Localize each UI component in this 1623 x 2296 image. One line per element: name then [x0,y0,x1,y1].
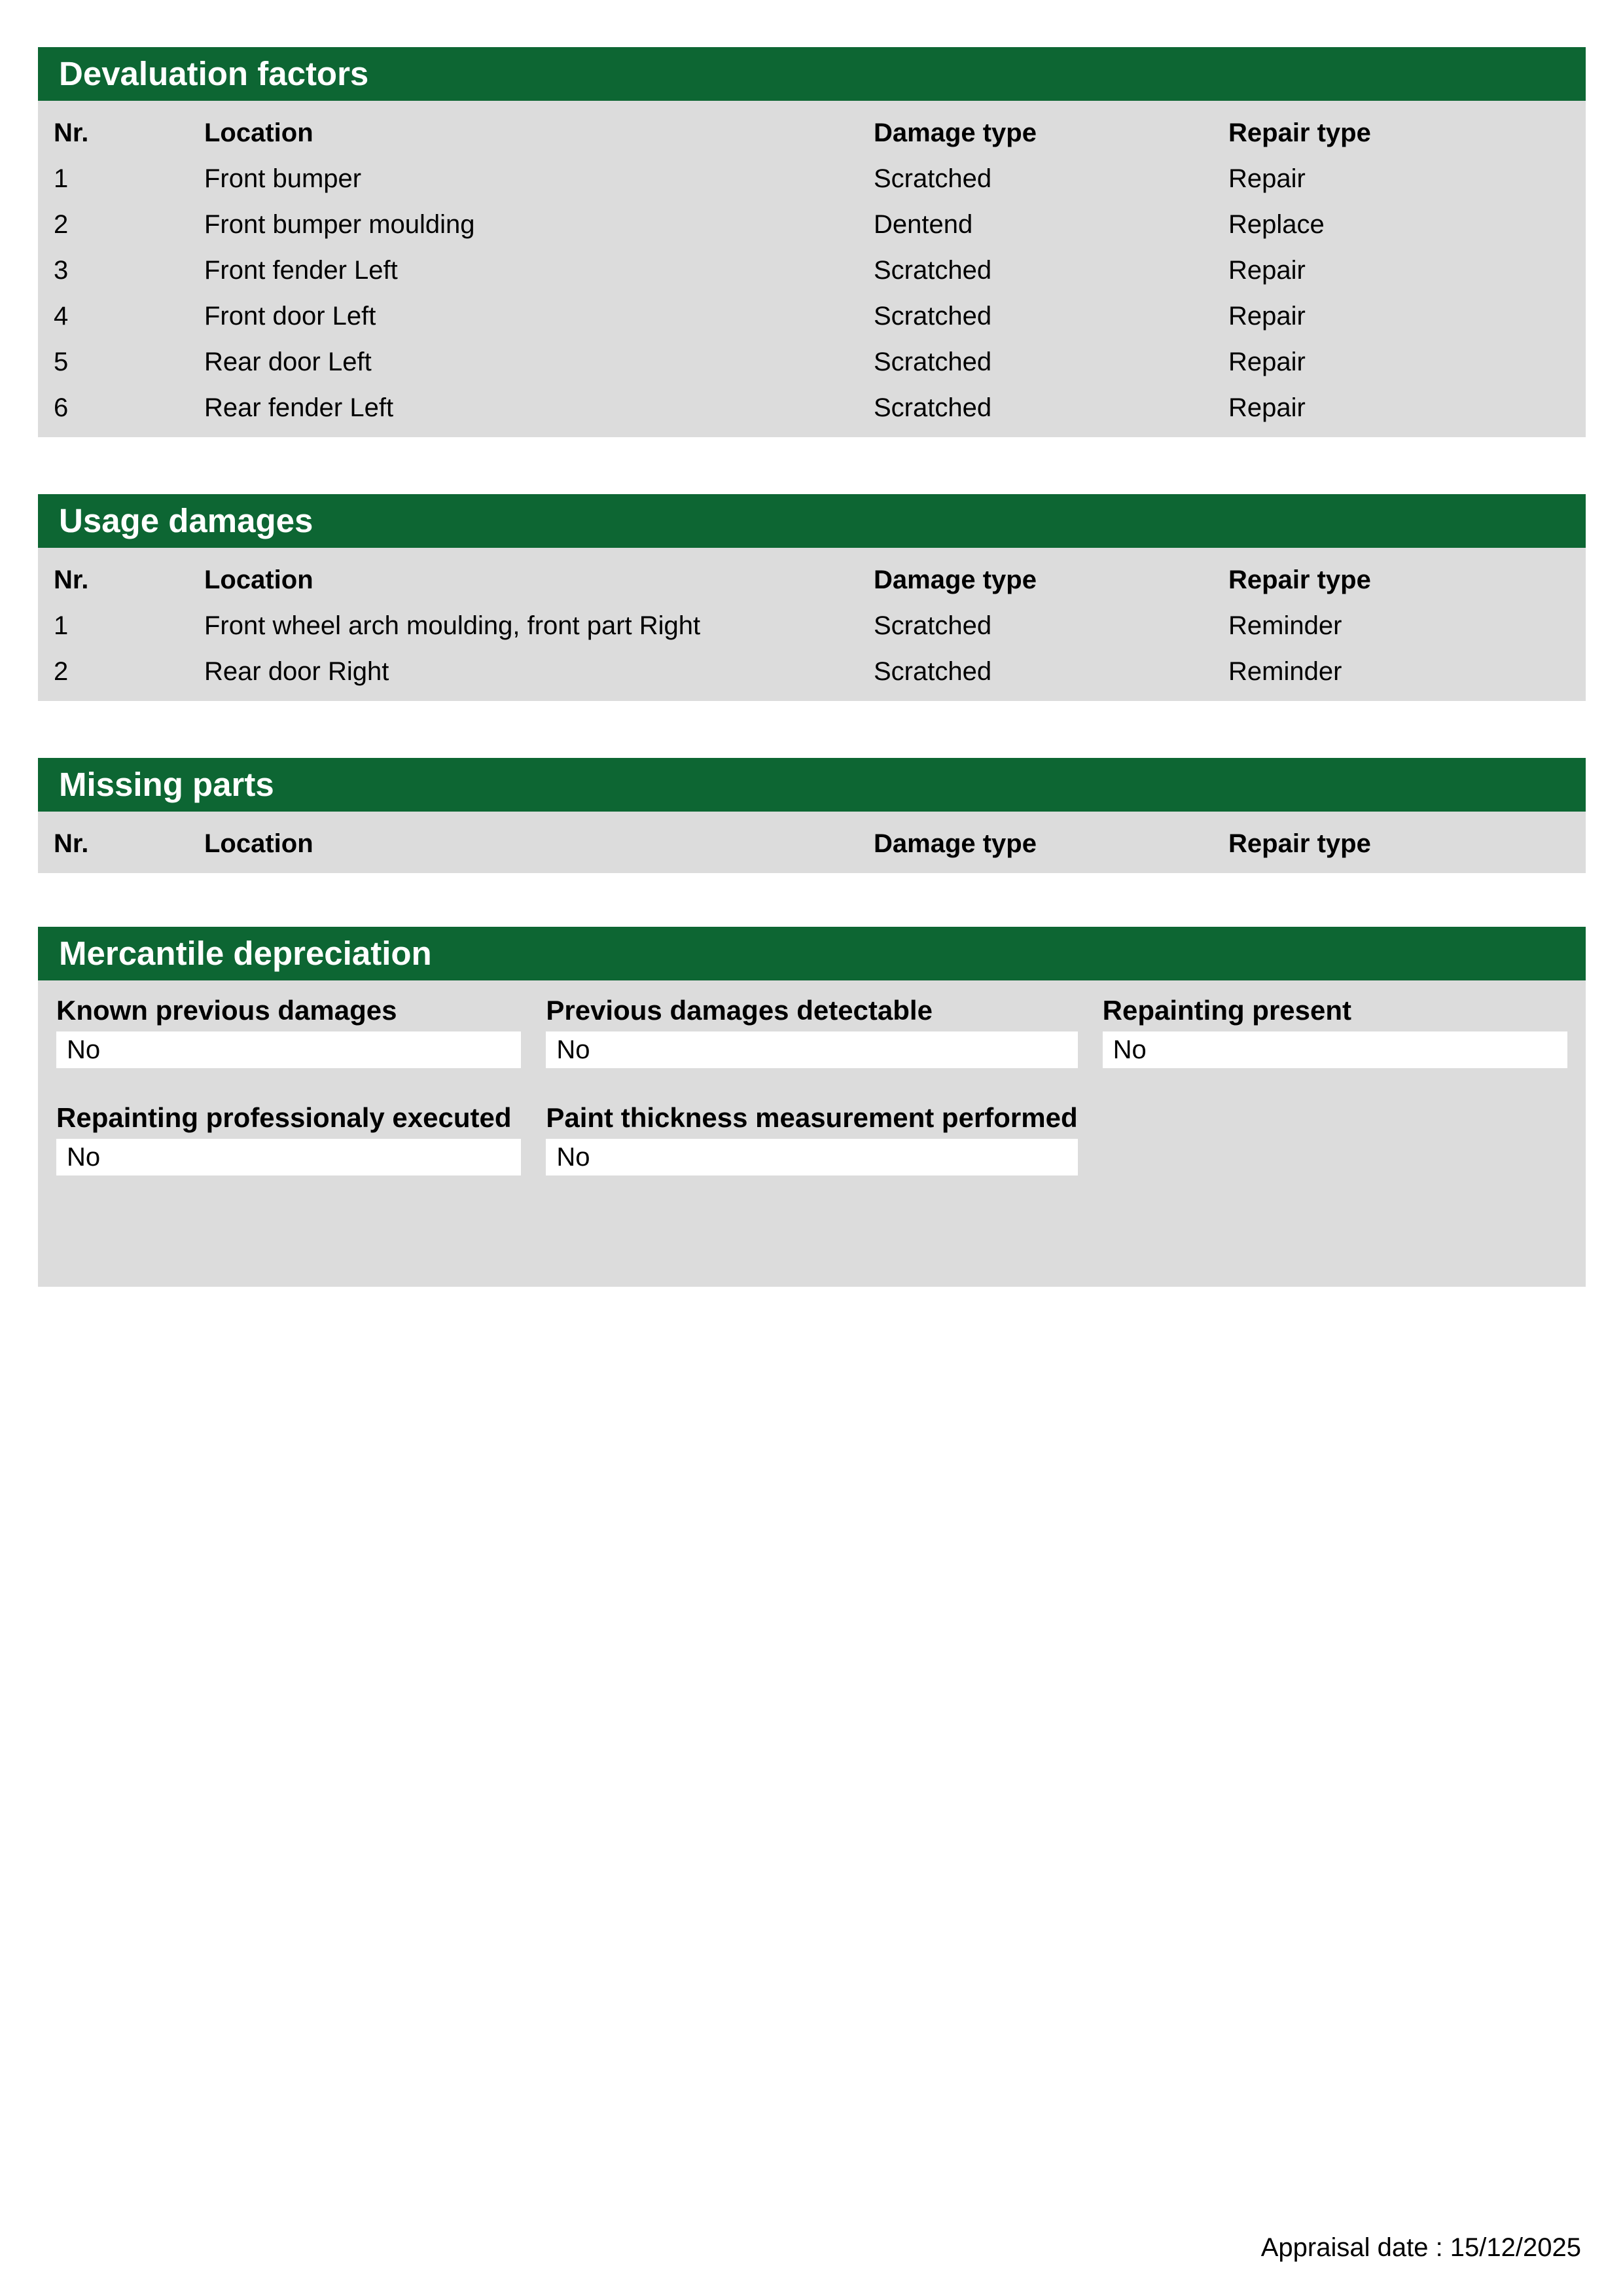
table-row [38,202,1586,247]
field-label: Previous damages detectable [546,995,933,1026]
cell-nr: 5 [54,347,69,376]
col-header-nr: Nr. [54,829,89,858]
cell-damage-type: Dentend [874,209,973,239]
cell-location: Rear door Left [204,347,372,376]
table-header-row [38,821,1586,867]
col-header-repair-type: Repair type [1228,118,1371,147]
paint-thickness-measurement-input[interactable]: No [546,1139,1077,1175]
appraisal-date: Appraisal date : 15/12/2025 [1260,2233,1581,2262]
cell-repair-type: Reminder [1228,656,1342,686]
cell-repair-type: Replace [1228,209,1325,239]
field-label: Repainting present [1102,995,1352,1026]
col-header-location: Location [204,565,313,594]
cell-nr: 2 [54,656,69,686]
field-label: Repainting professionaly executed [56,1102,512,1133]
col-header-nr: Nr. [54,118,89,147]
cell-repair-type: Reminder [1228,611,1342,640]
cell-location: Front fender Left [204,255,398,285]
previous-damages-detectable-input[interactable]: No [546,1031,1077,1068]
field-known-previous-damages [56,996,521,1068]
cell-location: Front bumper [204,164,362,193]
col-header-damage-type: Damage type [874,565,1037,594]
col-header-location: Location [204,829,313,858]
table-header-row [38,110,1586,156]
section-mercantile-depreciation [38,927,1586,1287]
missing-parts-table [38,812,1586,873]
cell-nr: 4 [54,301,69,331]
cell-damage-type: Scratched [874,393,992,422]
section-title-devaluation-factors: Devaluation factors [38,47,1586,101]
cell-damage-type: Scratched [874,255,992,285]
cell-repair-type: Repair [1228,393,1306,422]
cell-damage-type: Scratched [874,656,992,686]
table-row [38,603,1586,649]
known-previous-damages-input[interactable]: No [56,1031,521,1068]
repainting-professionaly-executed-input[interactable]: No [56,1139,521,1175]
devaluation-table [38,101,1586,437]
field-paint-thickness-measurement-performed [546,1103,1077,1175]
col-header-repair-type: Repair type [1228,565,1371,594]
cell-nr: 1 [54,164,69,193]
cell-repair-type: Repair [1228,255,1306,285]
cell-damage-type: Scratched [874,347,992,376]
cell-location: Rear door Right [204,656,389,686]
section-missing-parts [38,758,1586,873]
col-header-damage-type: Damage type [874,118,1037,147]
section-title-usage-damages: Usage damages [38,494,1586,548]
section-title-mercantile-depreciation: Mercantile depreciation [38,927,1586,980]
col-header-repair-type: Repair type [1228,829,1371,858]
usage-table [38,548,1586,701]
table-row [38,247,1586,293]
field-label: Known previous damages [56,995,397,1026]
col-header-location: Location [204,118,313,147]
section-devaluation-factors [38,47,1586,437]
repainting-present-input[interactable]: No [1103,1031,1567,1068]
cell-location: Front wheel arch moulding, front part Right [204,611,701,640]
field-label: Paint thickness measurement performed [546,1102,1078,1133]
cell-repair-type: Repair [1228,347,1306,376]
cell-nr: 2 [54,209,69,239]
cell-nr: 3 [54,255,69,285]
table-header-row [38,557,1586,603]
section-usage-damages [38,494,1586,701]
cell-damage-type: Scratched [874,611,992,640]
mercantile-fields-area [38,980,1586,1287]
col-header-damage-type: Damage type [874,829,1037,858]
cell-repair-type: Repair [1228,164,1306,193]
cell-location: Front door Left [204,301,376,331]
table-row [38,339,1586,385]
cell-repair-type: Repair [1228,301,1306,331]
col-header-nr: Nr. [54,565,89,594]
cell-damage-type: Scratched [874,301,992,331]
table-row [38,156,1586,202]
cell-damage-type: Scratched [874,164,992,193]
field-previous-damages-detectable [546,996,1077,1068]
cell-nr: 6 [54,393,69,422]
field-repainting-present [1103,996,1567,1068]
table-row [38,385,1586,431]
table-row [38,649,1586,694]
table-row [38,293,1586,339]
cell-nr: 1 [54,611,69,640]
field-repainting-professionaly-executed [56,1103,521,1175]
section-title-missing-parts: Missing parts [38,758,1586,812]
cell-location: Front bumper moulding [204,209,475,239]
cell-location: Rear fender Left [204,393,394,422]
